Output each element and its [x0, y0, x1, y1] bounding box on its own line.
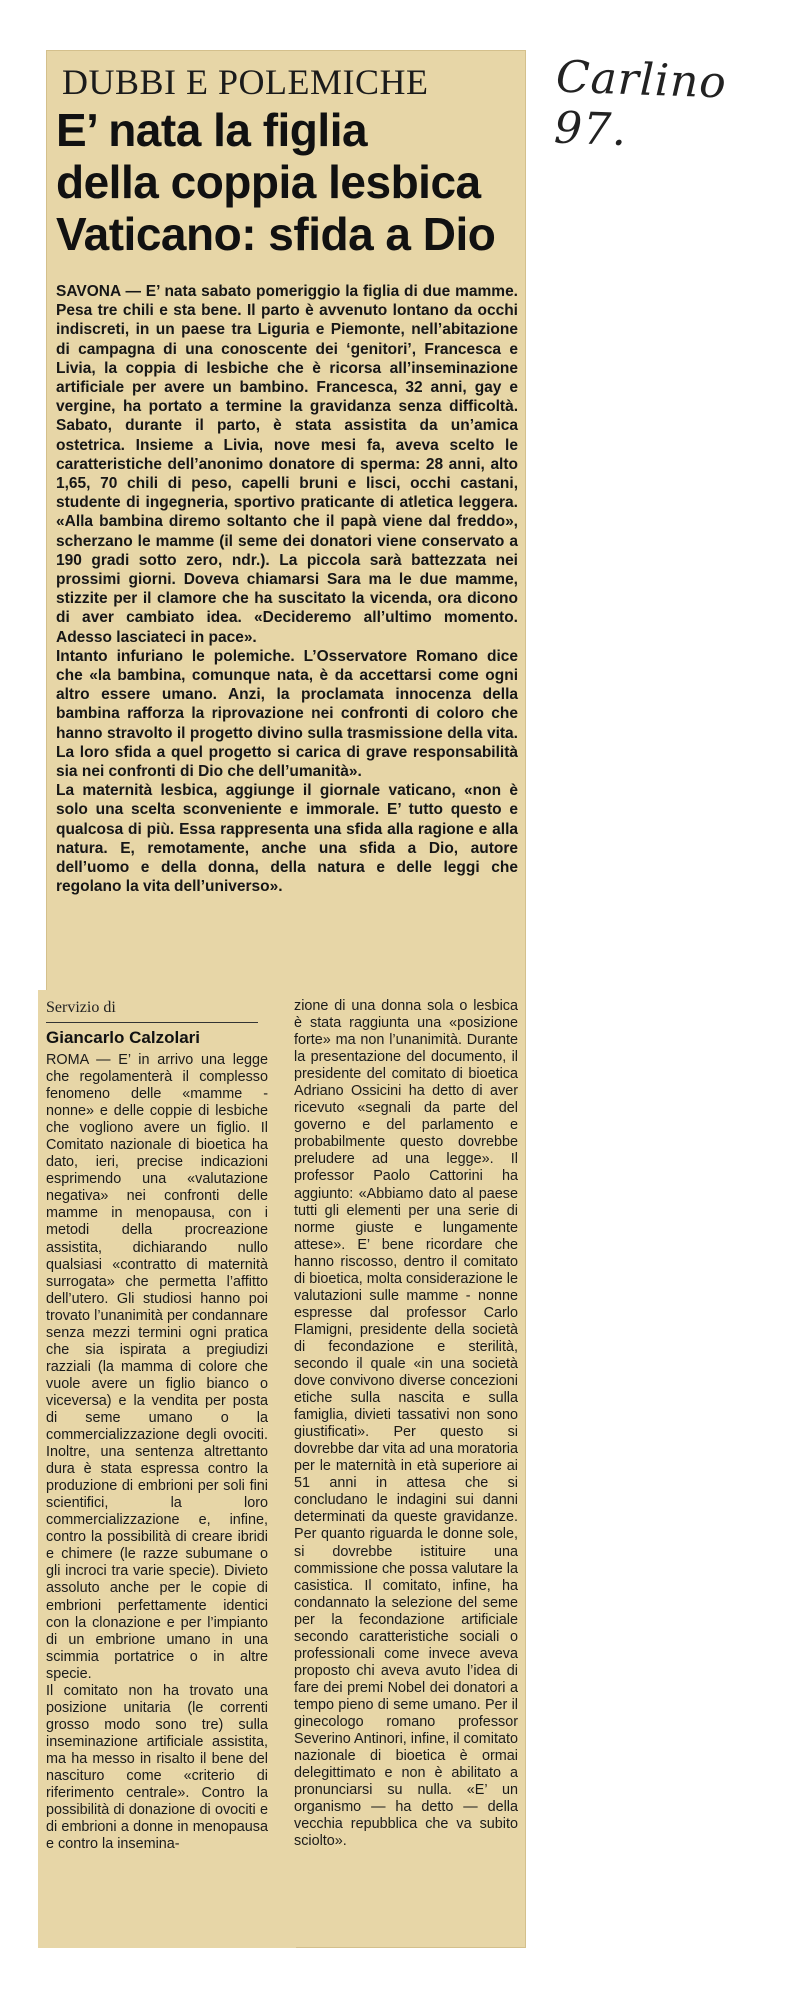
- headline-line-2: della coppia lesbica: [56, 156, 481, 208]
- lead-paragraph: SAVONA — E’ nata sabato pomeriggio la figlia di due mamme. Pesa tre chili e sta bene. Il parto è avvenuto lontano da occhi indiscreti, in un paese tra Liguria e Piemonte, nell’abitazione di campagna di una conoscente dei ‘genitori’, Francesca e Livia, la coppia di lesbiche che è ricorsa all’inseminazione artificiale per avere un bambino. Francesca, 32 anni, gay e vergine, ha portato a termine la gravidanza senza difficoltà. Sabato, durante il parto, è stata assistita da un’amica ostetrica. Insieme a Livia, nove mesi fa, aveva scelto le caratteristiche dell’anonimo donatore di sperma: 28 anni, alto 1,65, 70 chili di peso, capelli bruni e lisci, occhi castani, studente di ingegneria, sportivo praticante di atletica leggera. «Alla bambina diremo soltanto che il papà viene dal freddo», scherzano le mamme (il seme dei donatori viene conservato a 190 gradi sotto zero, ndr.). La piccola sarà battezzata nei prossimi giorni. Doveva chiamarsi Sara ma le due mamme, stizzite per il clamore che ha suscitato la vicenda, ora dicono di aver cambiato idea. «Decideremo all’ultimo momento. Adesso lasciateci in pace».: [56, 283, 518, 646]
- byline-rule: [46, 1022, 258, 1023]
- column-paragraph: zione di una donna sola o lesbica è stata raggiunta una «posizione forte» ma non l’unanimità. Durante la presentazione del documento, il presidente del comitato di bioetica Adriano Ossicini ha detto di aver ricevuto «segnali da parte del governo e del parlamento e probabilmente questo dovrebbe preludere ad una legge». Il professor Paolo Cattorini ha aggiunto: «Abbiamo dato al paese tutti gli elementi per una serie di norme giuste e lungamente attese». E’ bene ricordare che hanno riscosso, dentro il comitato di bioetica, molta considerazione le valutazioni sulle mamme - nonne espresse dal professor Carlo Flamigni, presidente della società di fecondazione e sterilità, secondo il quale «in una società dove convivono diverse concezioni etiche sulla nascita e sulla famiglia, divieti tassativi non sono giustificati». Per questo si dovrebbe dar vita ad una moratoria per le maternità in età superiore ai 51 anni in attesa che si concludano le indagini sui danni determinati da queste gravidanze. Per quanto riguarda le donne sole, si dovrebbe istituire una commissione che possa valutare la casistica. Il comitato, infine, ha condannato la selezione del seme per la fecondazione artificiale secondo caratteristiche sociali o professionali come invece aveva proposto chi aveva avuto l’idea di fare dei premi Nobel dei donatori a tempo pieno di seme umano. Per il ginecologo romano professor Severino Antinori, infine, il comitato nazionale di bioetica è ormai delegittimato e non è abilitato a pronunciarsi su nulla. «E’ un organismo — ha detto — della vecchia repubblica che va subito sciolto».: [294, 998, 518, 1850]
- headline-line-3: Vaticano: sfida a Dio: [56, 208, 496, 260]
- article-column-left: [46, 1052, 268, 1853]
- article-lead: [56, 282, 518, 897]
- column-paragraph: Il comitato non ha trovato una posizione unitaria (le correnti grosso modo sono tre) sulla inseminazione artificiale assistita, ma ha messo in risalto il bene del nascituro come «criterio di riferimento centrale». Contro la possibilità di donazione di ovociti e di embrioni a donne in menopausa e contro la insemina-: [46, 1682, 268, 1853]
- article-column-right: [294, 998, 518, 1850]
- article-kicker: DUBBI E POLEMICHE: [62, 62, 429, 102]
- byline: [46, 998, 266, 1049]
- lead-paragraph: Intanto infuriano le polemiche. L’Osservatore Romano dice che «la bambina, comunque nata, è da accettarsi come ogni altro essere umano. Anzi, la proclamata innocenza della bambina rafforza la riprovazione nei confronti di coloro che hanno stravolto il progetto divino sulla trasmissione della vita. La loro sfida a quel progetto si carica di grave responsabilità sia nei confronti di Dio che dell’umanità».: [56, 647, 518, 781]
- handwritten-note: Carlino 97.: [553, 51, 728, 157]
- byline-author: Giancarlo Calzolari: [46, 1028, 200, 1047]
- column-paragraph: ROMA — E’ in arrivo una legge che regolamenterà il complesso fenomeno delle «mamme - nonne» e delle coppie di lesbiche che vogliono avere un figlio. Il Comitato nazionale di bioetica ha dato, ieri, precise indicazioni esprimendo una «valutazione negativa» nei confronti delle mamme in menopausa, con i metodi della procreazione assistita, dichiarando nullo qualsiasi «contratto di maternità surrogata» che permetta l’affitto dell’utero. Gli studiosi hanno poi trovato l’unanimità per condannare senza mezzi termini ogni pratica che sia ispirata a pregiudizi razziali (la mamma di colore che vuole avere un figlio bianco o viceversa) e la vendita per posta di seme umano o la commercializzazione degli ovociti. Inoltre, una sentenza altrettanto dura è stata espressa contro la produzione di embrioni per soli fini scientifici, la loro commercializzazione e, infine, contro la possibilità di creare ibridi e chimere (le razze subumane o gli incroci tra varie specie). Divieto assoluto anche per le copie di embrioni perfettamente identici con la clonazione e per l’impianto di un embrione umano in una scimmia portatrice o in altre specie.: [46, 1052, 268, 1682]
- headline-line-1: E’ nata la figlia: [56, 104, 368, 156]
- article-headline: [56, 104, 526, 260]
- byline-label: Servizio di: [46, 999, 116, 1016]
- lead-paragraph: La maternità lesbica, aggiunge il giornale vaticano, «non è solo una scelta sconveniente e immorale. E’ tutto questo e qualcosa di più. Essa rappresenta una sfida alla ragione e alla natura. E, remotamente, anche una sfida a Dio, autore dell’uomo e della donna, della natura e delle leggi che regolano la vita dell’universo».: [56, 782, 518, 896]
